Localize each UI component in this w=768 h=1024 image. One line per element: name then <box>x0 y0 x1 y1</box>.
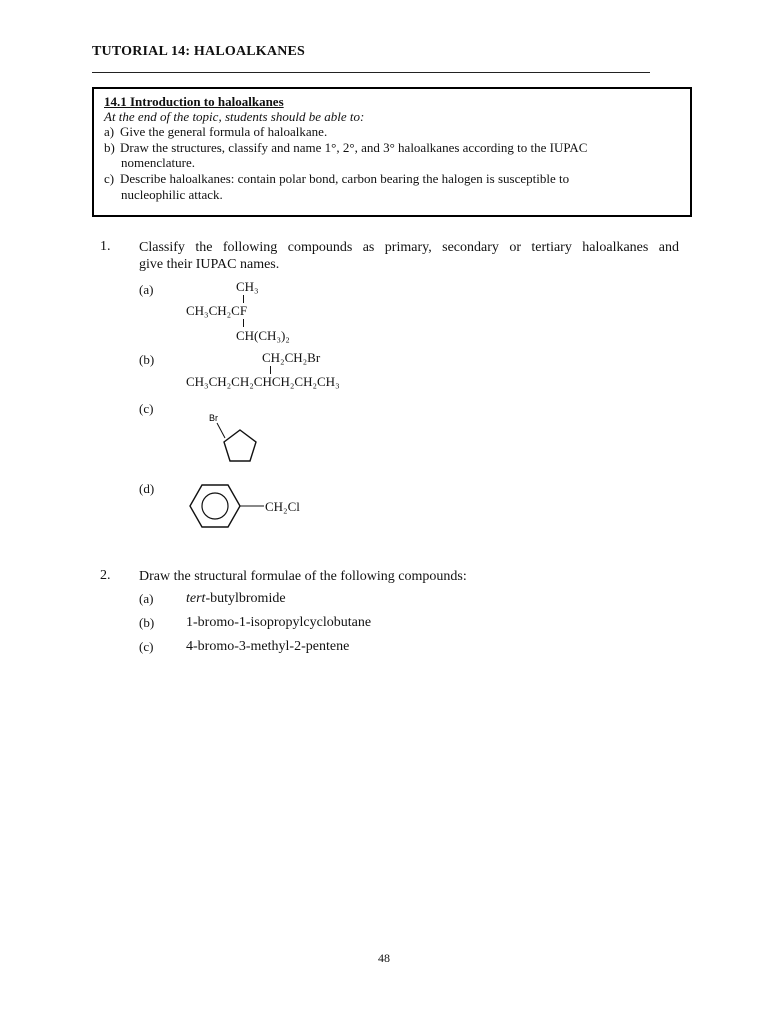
compound-name-rest: -butylbromide <box>205 591 286 606</box>
structure-a-main-chain: CH₃CH₂CF <box>186 303 248 318</box>
objective-letter: c) <box>104 171 115 186</box>
objective-continuation: nomenclature. <box>121 155 195 170</box>
structure-d-substituent: CH₂Cl <box>265 499 300 514</box>
structure-a-bond-top <box>243 295 244 303</box>
compound-name-b: 1-bromo-1-isopropylcyclobutane <box>186 615 372 630</box>
structure-b-top-group: CH₂CH₂Br <box>262 350 321 365</box>
objectives-subtitle: At the end of the topic, students should be able to: <box>104 109 365 124</box>
benzyl-chloride-structure <box>188 482 268 530</box>
part-label-a: (a) <box>139 591 154 606</box>
structure-a-bottom-group: CH(CH₃)₂ <box>236 328 290 343</box>
part-label-b: (b) <box>139 352 155 367</box>
objective-text: Draw the structures, classify and name 1°, 2°, and 3° haloalkanes according to the IUPAC <box>120 140 588 155</box>
benzene-ring <box>190 485 240 527</box>
cyclopentane-ring <box>224 430 256 461</box>
question-1-text-line2: give their IUPAC names. <box>139 257 280 272</box>
question-number: 2. <box>100 568 111 583</box>
compound-name-a <box>186 590 286 607</box>
tutorial-title: TUTORIAL 14: HALOALKANES <box>92 44 306 59</box>
cyclopentane-bromo-structure <box>205 410 265 466</box>
compound-name-prefix: tert <box>186 591 206 606</box>
structure-b-bond <box>270 366 271 374</box>
question-2-text: Draw the structural formulae of the following compounds: <box>139 569 467 584</box>
question-1-text-line1: Classify the following compounds as primary, secondary or tertiary haloalkanes and <box>139 240 679 255</box>
structure-b-main-chain: CH₃CH₂CH₂CHCH₂CH₂CH₃ <box>186 374 340 389</box>
objective-letter: b) <box>104 140 115 155</box>
structure-a-top-group: CH₃ <box>236 279 259 294</box>
objective-letter: a) <box>104 124 115 139</box>
part-label-a: (a) <box>139 282 154 297</box>
part-label-b: (b) <box>139 615 155 630</box>
objectives-title: 14.1 Introduction to haloalkanes <box>104 94 284 109</box>
page-number: 48 <box>378 951 390 965</box>
compound-name-c: 4-bromo-3-methyl-2-pentene <box>186 639 350 654</box>
question-number: 1. <box>100 239 111 254</box>
structure-a-bond-bottom <box>243 319 244 327</box>
objective-text: Give the general formula of haloalkane. <box>120 124 328 139</box>
objective-item-c <box>104 171 664 187</box>
benzene-aromatic-circle <box>202 493 228 519</box>
objective-text: Describe haloalkanes: contain polar bond, carbon bearing the halogen is susceptible to <box>120 171 570 186</box>
part-label-c: (c) <box>139 401 154 416</box>
title-underline <box>92 72 650 73</box>
part-label-c: (c) <box>139 639 154 654</box>
objective-item-a <box>104 124 664 140</box>
bromine-label: Br <box>209 413 218 423</box>
objective-continuation: nucleophilic attack. <box>121 187 223 202</box>
part-label-d: (d) <box>139 481 155 496</box>
objective-item-b <box>104 140 664 156</box>
substituent-bond <box>217 423 225 438</box>
